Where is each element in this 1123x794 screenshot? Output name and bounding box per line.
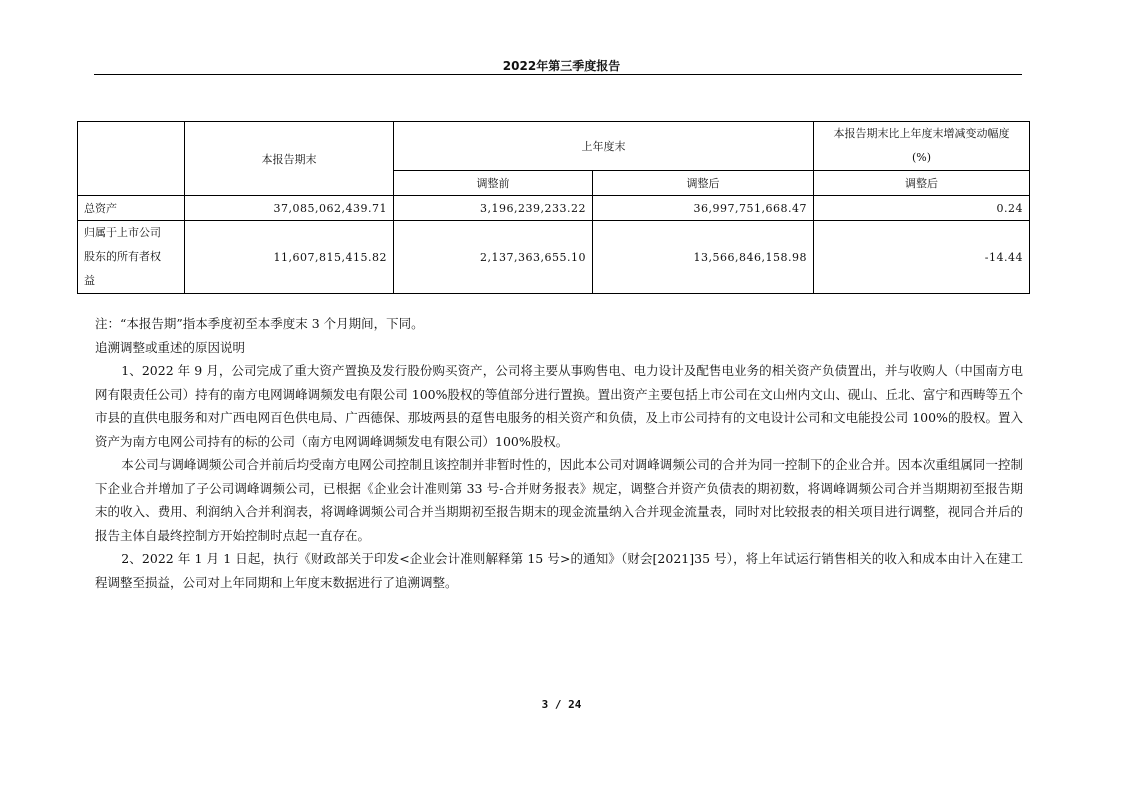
cell-before-adjust: 3,196,239,233.22 [394,196,593,221]
row-label-line: 股东的所有者权 [84,250,161,263]
header-change-pct-line2: (%) [911,151,932,164]
table-row-equity [78,221,1030,294]
header-change-after-adjust: 调整后 [814,171,1030,196]
header-change-pct [814,122,1030,171]
header-empty-cell [78,122,185,196]
notes-paragraph-3: 2、2022 年 1 月 1 日起，执行《财政部关于印发<企业会计准则解释第 15 号>的通知》（财会[2021]35 号），将上年试运行销售相关的收入和成本由计入在建工程调整至损益，公司对上年同期和上年度末数据进行了追溯调整。 [95,551,1023,590]
cell-current: 11,607,815,415.82 [185,221,394,294]
row-label-line: 益 [84,274,95,287]
cell-change-pct: -14.44 [814,221,1030,294]
financial-table [77,121,1030,294]
cell-before-adjust: 2,137,363,655.10 [394,221,593,294]
header-current-period-end: 本报告期末 [185,122,394,196]
note-definition: 注：“本报告期”指本季度初至本季度末 3 个月期间，下同。 [95,316,424,331]
row-label-line: 归属于上市公司 [84,226,161,239]
notes-paragraph-1: 1、2022 年 9 月，公司完成了重大资产置换及发行股份购买资产，公司将主要从事购售电、电力设计及配售电业务的相关资产负债置出，并与收购人（中国南方电网有限责任公司）持有的南方电网调峰调频发电有限公司 100%股权的等值部分进行置换。置出资产主要包括上市公司在文山州内文山、砚山、丘北、富宁和西畴等五个市县的直供电服务和对广西电网百色供电局、广西德保、那坡两县的趸售电服务的相关资产和负债，及上市公司持有的文电设计公司和文电能投公司 100%的股权。置入资产为南方电网公司持有的标的公司（南方电网调峰调频发电有限公司）100%股权。 [95,363,1023,449]
header-last-year-end: 上年度末 [394,122,814,171]
header-before-adjust: 调整前 [394,171,593,196]
header-divider [94,74,1022,75]
notes-paragraph-2: 本公司与调峰调频公司合并前后均受南方电网公司控制且该控制并非暂时性的，因此本公司对调峰调频公司的合并为同一控制下的企业合并。因本次重组属同一控制下企业合并增加了子公司调峰调频公司，已根据《企业会计准则第 33 号-合并财务报表》规定，调整合并资产负债表的期初数，将调峰调频公司合并当期期初至报告期末的收入、费用、利润纳入合并利润表，将调峰调频公司合并当期期初至报告期末的现金流量纳入合并现金流量表，同时对比较报表的相关项目进行调整，视同合并后的报告主体自最终控制方开始控制时点起一直存在。 [95,457,1023,543]
cell-after-adjust: 36,997,751,668.47 [593,196,814,221]
cell-current: 37,085,062,439.71 [185,196,394,221]
header-after-adjust: 调整后 [593,171,814,196]
page-number: 3 / 24 [541,698,582,711]
table-row-total-assets [78,196,1030,221]
header-change-pct-line1: 本报告期末比上年度末增减变动幅度 [833,127,1010,140]
notes-section [95,312,1023,594]
row-label: 总资产 [78,196,185,221]
row-label [78,221,185,294]
page-header-title: 2022年第三季度报告 [502,59,621,73]
cell-change-pct: 0.24 [814,196,1030,221]
cell-after-adjust: 13,566,846,158.98 [593,221,814,294]
notes-heading: 追溯调整或重述的原因说明 [95,339,246,355]
